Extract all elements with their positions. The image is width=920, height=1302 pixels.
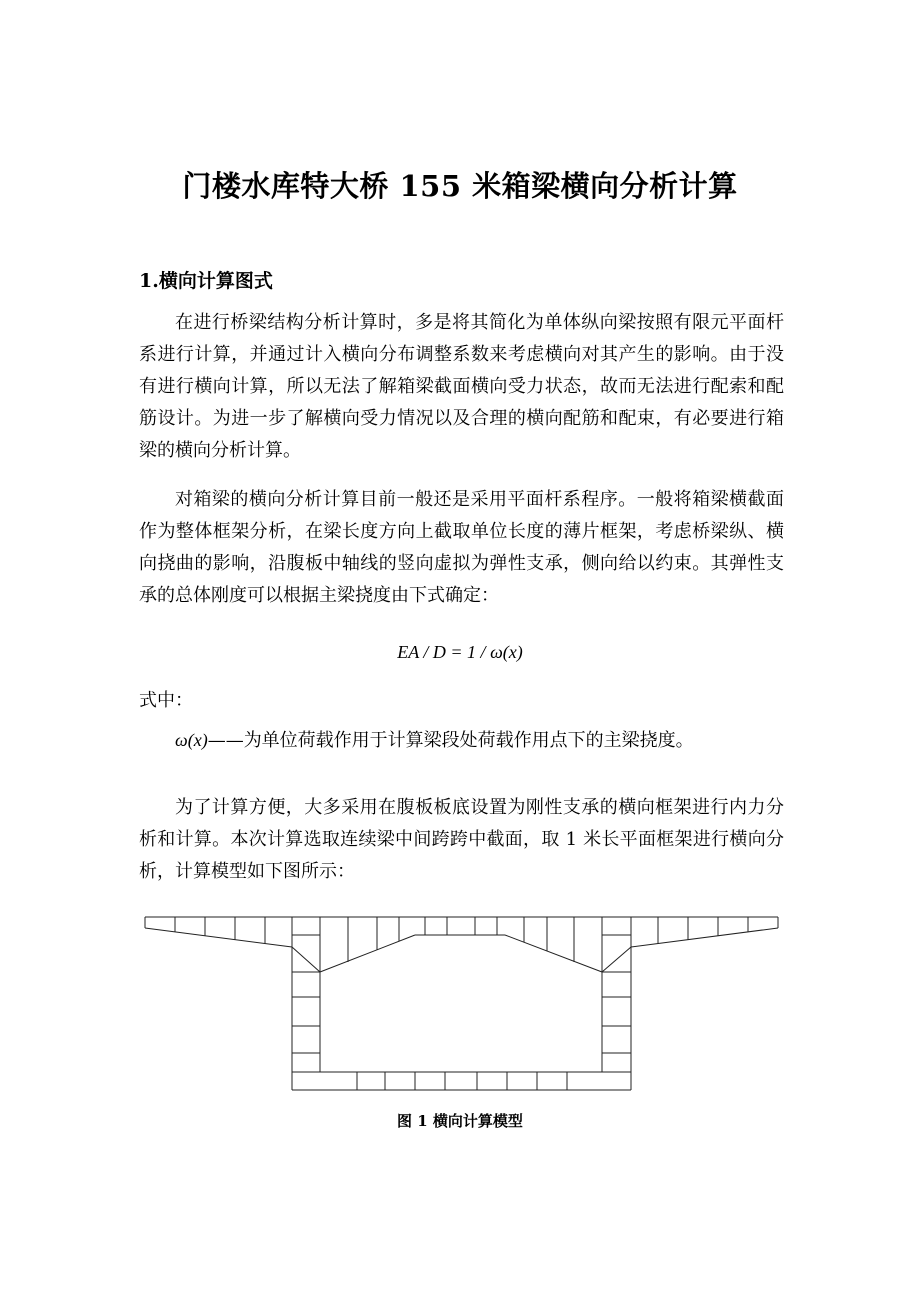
paragraph-1: 在进行桥梁结构分析计算时，多是将其简化为单体纵向梁按照有限元平面杆系进行计算，并通过计入横向分布调整系数来考虑横向对其产生的影响。由于没有进行横向计算，所以无法了解箱梁截面横向受力状态，故而无法进行配索和配筋设计。为进一步了解横向受力情况以及合理的横向配筋和配束，有必要进行箱梁的横向分析计算。 (139, 312, 784, 461)
figure-caption: 图 1 横向计算模型 (397, 1112, 523, 1130)
box-girder-section-drawing (145, 917, 778, 1090)
paragraph-3: 为了计算方便，大多采用在腹板板底设置为刚性支承的横向框架进行内力分析和计算。本次计算选取连续梁中间跨跨中截面，取 1 米长平面框架进行横向分析，计算模型如下图所示： (139, 797, 784, 882)
paragraph-2: 对箱梁的横向分析计算目前一般还是采用平面杆系程序。一般将箱梁横截面作为整体框架分析，在梁长度方向上截取单位长度的薄片框架，考虑桥梁纵、横向挠曲的影响，沿腹板中轴线的竖向虚拟为弹性支承，侧向给以约束。其弹性支承的总体刚度可以根据主梁挠度由下式确定： (139, 489, 784, 606)
definition-line (175, 725, 694, 756)
where-label: 式中： (139, 690, 193, 711)
definition-symbol: ω(x) (175, 730, 208, 750)
box-girder-model-figure (140, 912, 785, 1094)
page-title: 门楼水库特大桥 155 米箱梁横向分析计算 (182, 169, 738, 203)
definition-text: ——为单位荷载作用于计算梁段处荷载作用点下的主梁挠度。 (207, 730, 694, 751)
stiffness-formula: EA / D = 1 / ω(x) (397, 642, 523, 662)
section-heading: 1.横向计算图式 (139, 270, 273, 292)
